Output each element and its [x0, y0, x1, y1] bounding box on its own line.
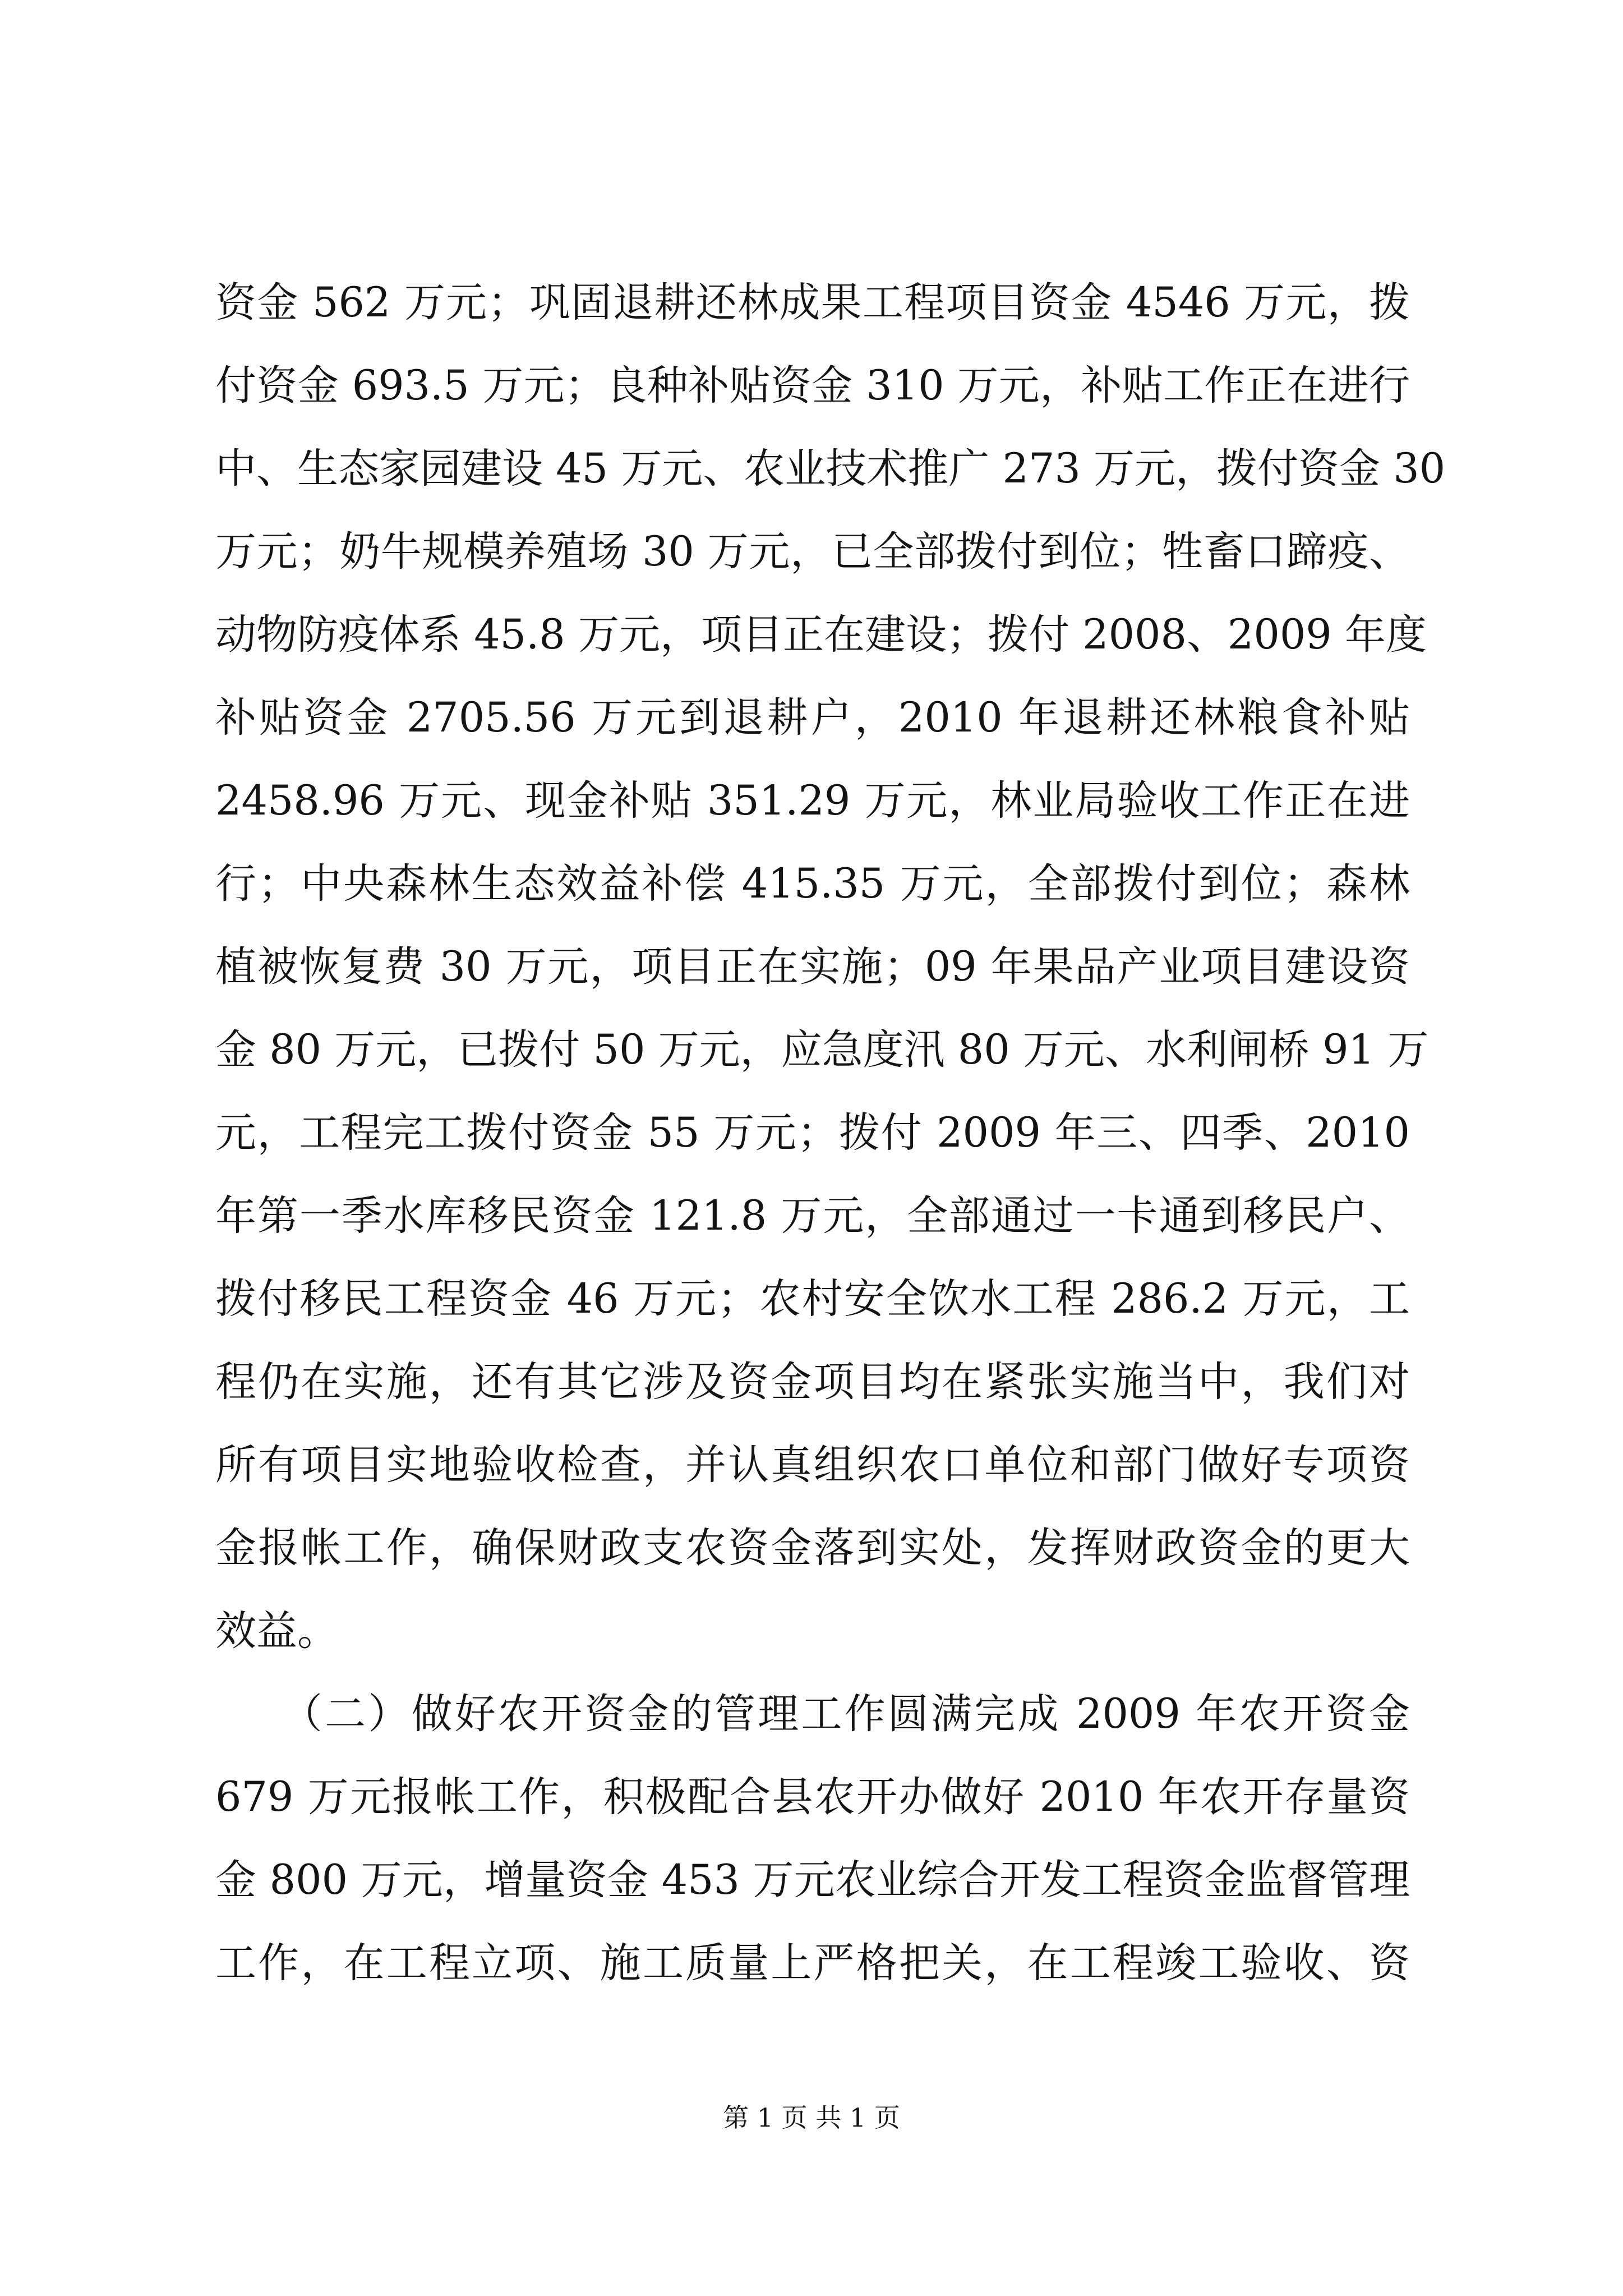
- text-line: 元，工程完工拨付资金 55 万元；拨付 2009 年三、四季、2010: [215, 1109, 1410, 1157]
- text-line: 补贴资金 2705.56 万元到退耕户，2010 年退耕还林粮食补贴: [215, 694, 1410, 742]
- text-line: 所有项目实地验收检查，并认真组织农口单位和部门做好专项资: [215, 1441, 1410, 1489]
- text-line: 程仍在实施，还有其它涉及资金项目均在紧张实施当中，我们对: [215, 1358, 1410, 1406]
- text-line: 年第一季水库移民资金 121.8 万元，全部通过一卡通到移民户、: [215, 1192, 1410, 1240]
- page-number-footer: 第 1 页 共 1 页: [723, 2102, 900, 2133]
- text-line: 植被恢复费 30 万元，项目正在实施；09 年果品产业项目建设资: [215, 943, 1410, 991]
- text-line: 679 万元报帐工作，积极配合县农开办做好 2010 年农开存量资: [215, 1773, 1410, 1821]
- text-line: 动物防疫体系 45.8 万元，项目正在建设；拨付 2008、2009 年度: [215, 611, 1427, 659]
- text-line: 付资金 693.5 万元；良种补贴资金 310 万元，补贴工作正在进行: [215, 362, 1410, 409]
- text-line: 2458.96 万元、现金补贴 351.29 万元，林业局验收工作正在进: [215, 777, 1410, 825]
- text-line: 拨付移民工程资金 46 万元；农村安全饮水工程 286.2 万元，工: [215, 1275, 1410, 1323]
- text-line: 行；中央森林生态效益补偿 415.35 万元，全部拨付到位；森林: [215, 860, 1410, 908]
- text-line: 工作，在工程立项、施工质量上严格把关，在工程竣工验收、资: [215, 1939, 1410, 1987]
- text-line: 金 800 万元，增量资金 453 万元农业综合开发工程资金监督管理: [215, 1856, 1410, 1904]
- text-line: 效益。: [215, 1607, 338, 1655]
- body-text: [215, 261, 1446, 2005]
- text-line: 金报帐工作，确保财政支农资金落到实处，发挥财政资金的更大: [215, 1524, 1410, 1572]
- text-line: 万元；奶牛规模养殖场 30 万元，已全部拨付到位；牲畜口蹄疫、: [215, 528, 1410, 576]
- text-line: 金 80 万元，已拨付 50 万元，应急度汛 80 万元、水利闸桥 91 万: [215, 1026, 1429, 1074]
- text-line: 中、生态家园建设 45 万元、农业技术推广 273 万元，拨付资金 30: [215, 445, 1446, 493]
- section-heading-line: （二）做好农开资金的管理工作圆满完成 2009 年农开资金: [215, 1690, 1410, 1738]
- text-line: 资金 562 万元；巩固退耕还林成果工程项目资金 4546 万元，拨: [215, 279, 1410, 326]
